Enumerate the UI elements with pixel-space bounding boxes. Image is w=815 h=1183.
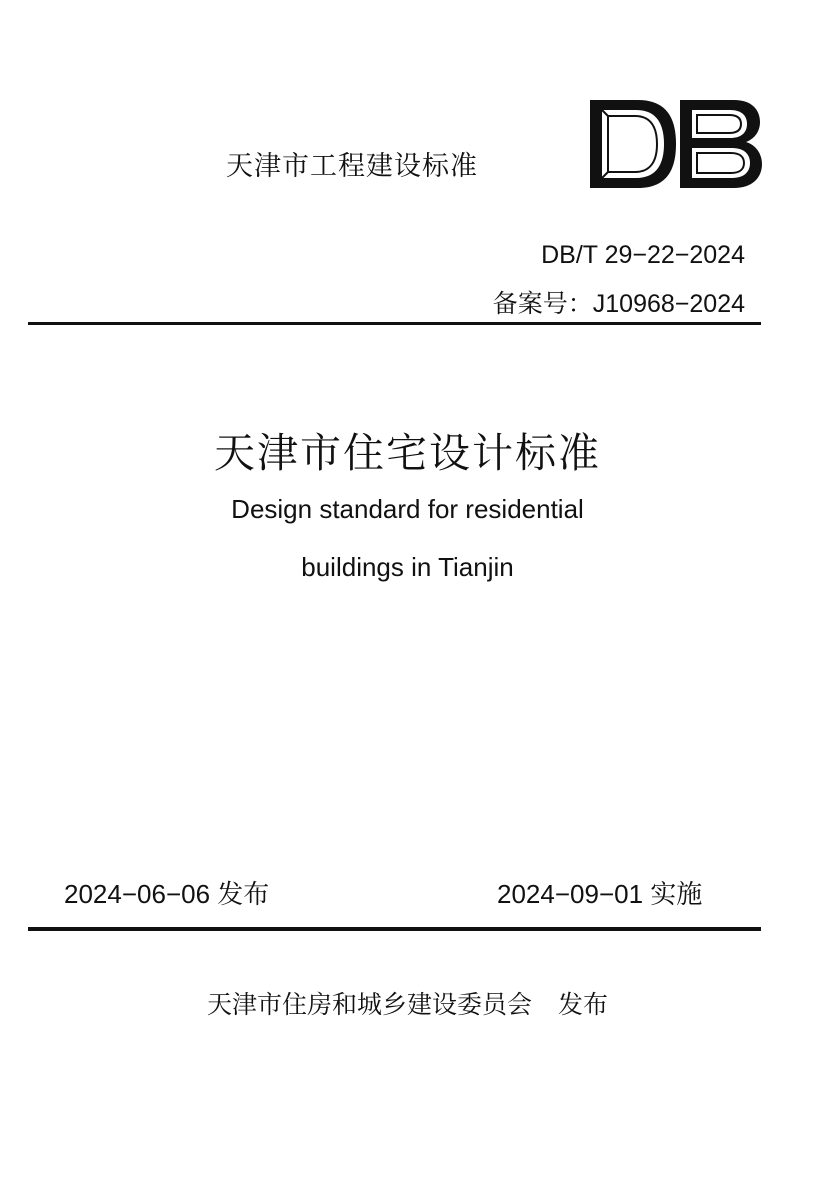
issue-date: 2024−06−06 发布 <box>64 879 270 909</box>
publisher-line <box>0 985 815 1021</box>
filing-number: 备案号：J10968−2024 <box>492 290 745 318</box>
db-logo <box>588 98 763 190</box>
document-title-english-line-2: buildings in Tianjin <box>301 552 514 582</box>
publisher-name: 天津市住房和城乡建设委员会 <box>206 991 532 1019</box>
document-title-english-line-1: Design standard for residential <box>231 494 584 524</box>
implementation-date: 2024−09−01 实施 <box>497 879 703 909</box>
standard-number: DB/T 29−22−2024 <box>541 241 745 269</box>
db-logo-b-letter <box>680 100 762 188</box>
standard-category-label: 天津市工程建设标准 <box>226 151 478 181</box>
bottom-divider <box>28 927 761 931</box>
document-title-chinese: 天津市住宅设计标准 <box>214 430 601 476</box>
publisher-action: 发布 <box>558 991 609 1019</box>
top-divider <box>28 322 761 325</box>
db-logo-d-letter <box>590 100 676 188</box>
